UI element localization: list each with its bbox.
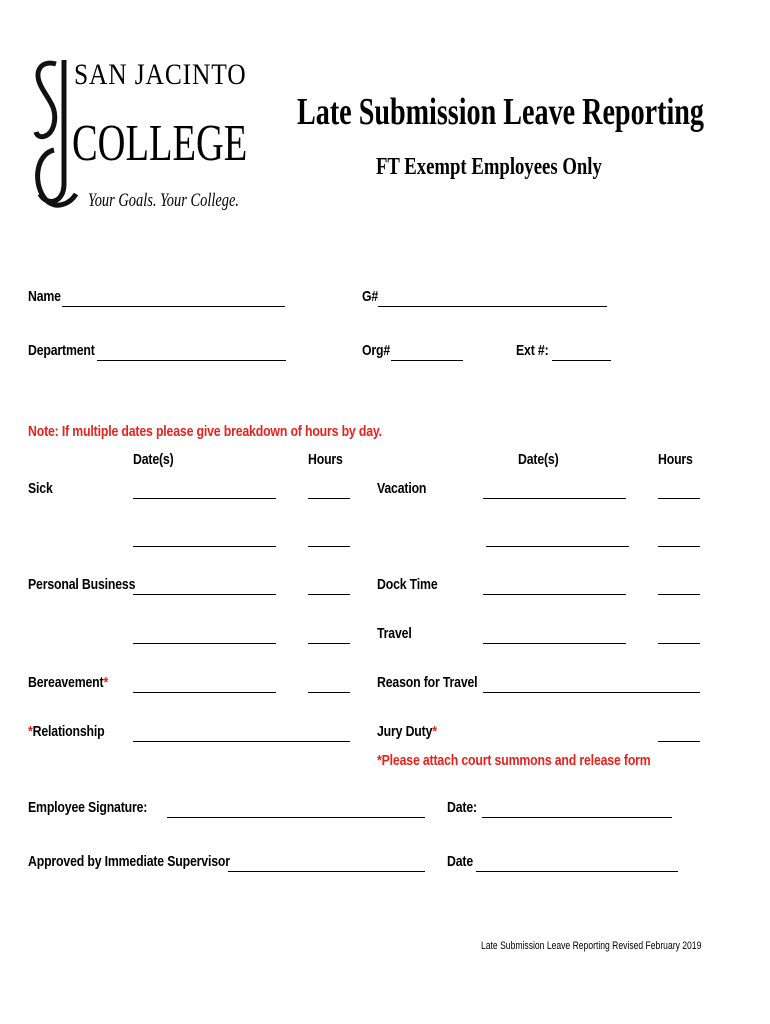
college-logo: [24, 52, 248, 222]
dock-time-hours-field[interactable]: [658, 594, 700, 595]
date-field-1[interactable]: [482, 817, 672, 818]
reason-for-travel-label: Reason for Travel: [377, 674, 478, 691]
vacation-dates-field-2[interactable]: [486, 546, 629, 547]
employee-signature-field[interactable]: [167, 817, 425, 818]
g-number-label: G#: [362, 288, 379, 305]
sick-hours-field[interactable]: [308, 498, 350, 499]
department-field[interactable]: [97, 360, 286, 361]
relationship-label: [28, 723, 104, 740]
personal-business-dates-field[interactable]: [133, 594, 276, 595]
travel-label: Travel: [377, 625, 412, 642]
org-field[interactable]: [391, 360, 463, 361]
name-field[interactable]: [62, 306, 285, 307]
supervisor-approval-label: Approved by Immediate Supervisor: [28, 853, 230, 870]
org-label: Org#: [362, 342, 391, 359]
bereavement-asterisk: *: [103, 674, 109, 691]
jury-duty-note: *Please attach court summons and release form: [377, 752, 651, 769]
relationship-field[interactable]: [133, 741, 350, 742]
g-number-field[interactable]: [378, 306, 607, 307]
sick-label: Sick: [28, 480, 53, 497]
sick-dates-field[interactable]: [133, 498, 276, 499]
page-subtitle: FT Exempt Employees Only: [376, 154, 602, 180]
hours-header-left: Hours: [308, 451, 343, 468]
relationship-text: Relationship: [32, 723, 105, 740]
footer-revision: Late Submission Leave Reporting Revised February 2019: [481, 940, 702, 952]
bereavement-dates-field[interactable]: [133, 692, 276, 693]
travel-dates-field[interactable]: [483, 643, 626, 644]
date-field-2[interactable]: [476, 871, 678, 872]
vacation-hours-field-2[interactable]: [658, 546, 700, 547]
personal-business-hours-field-2[interactable]: [308, 643, 350, 644]
name-label: Name: [28, 288, 61, 305]
logo-line-1: SAN JACINTO: [74, 58, 247, 91]
bereavement-text: Bereavement: [28, 674, 104, 691]
breakdown-note: Note: If multiple dates please give breakdown of hours by day.: [28, 423, 382, 440]
vacation-label: Vacation: [377, 480, 427, 497]
department-label: Department: [28, 342, 95, 359]
jury-duty-hours-field[interactable]: [658, 741, 700, 742]
logo-line-2: COLLEGE: [72, 115, 248, 172]
personal-business-hours-field[interactable]: [308, 594, 350, 595]
sick-hours-field-2[interactable]: [308, 546, 350, 547]
personal-business-dates-field-2[interactable]: [133, 643, 276, 644]
jury-duty-label: [377, 723, 437, 740]
travel-hours-field[interactable]: [658, 643, 700, 644]
jury-duty-asterisk: *: [432, 723, 437, 740]
sick-dates-field-2[interactable]: [133, 546, 276, 547]
dock-time-label: Dock Time: [377, 576, 438, 593]
bereavement-hours-field[interactable]: [308, 692, 350, 693]
bereavement-label: [28, 674, 108, 691]
personal-business-label: Personal Business: [28, 576, 136, 593]
ext-label: Ext #:: [516, 342, 549, 359]
vacation-hours-field[interactable]: [658, 498, 700, 499]
page-title: Late Submission Leave Reporting: [297, 91, 704, 133]
jury-duty-text: Jury Duty: [377, 723, 433, 740]
date-label-2: Date: [447, 853, 474, 870]
relationship-asterisk: *: [28, 723, 33, 740]
reason-for-travel-field[interactable]: [483, 692, 700, 693]
date-label-1: Date:: [447, 799, 477, 816]
supervisor-signature-field[interactable]: [228, 871, 425, 872]
dock-time-dates-field[interactable]: [483, 594, 626, 595]
dates-header-right: Date(s): [518, 451, 559, 468]
logo-tagline: Your Goals. Your College.: [88, 190, 240, 211]
hours-header-right: Hours: [658, 451, 693, 468]
ext-field[interactable]: [552, 360, 611, 361]
dates-header-left: Date(s): [133, 451, 174, 468]
employee-signature-label: Employee Signature:: [28, 799, 148, 816]
vacation-dates-field[interactable]: [483, 498, 626, 499]
